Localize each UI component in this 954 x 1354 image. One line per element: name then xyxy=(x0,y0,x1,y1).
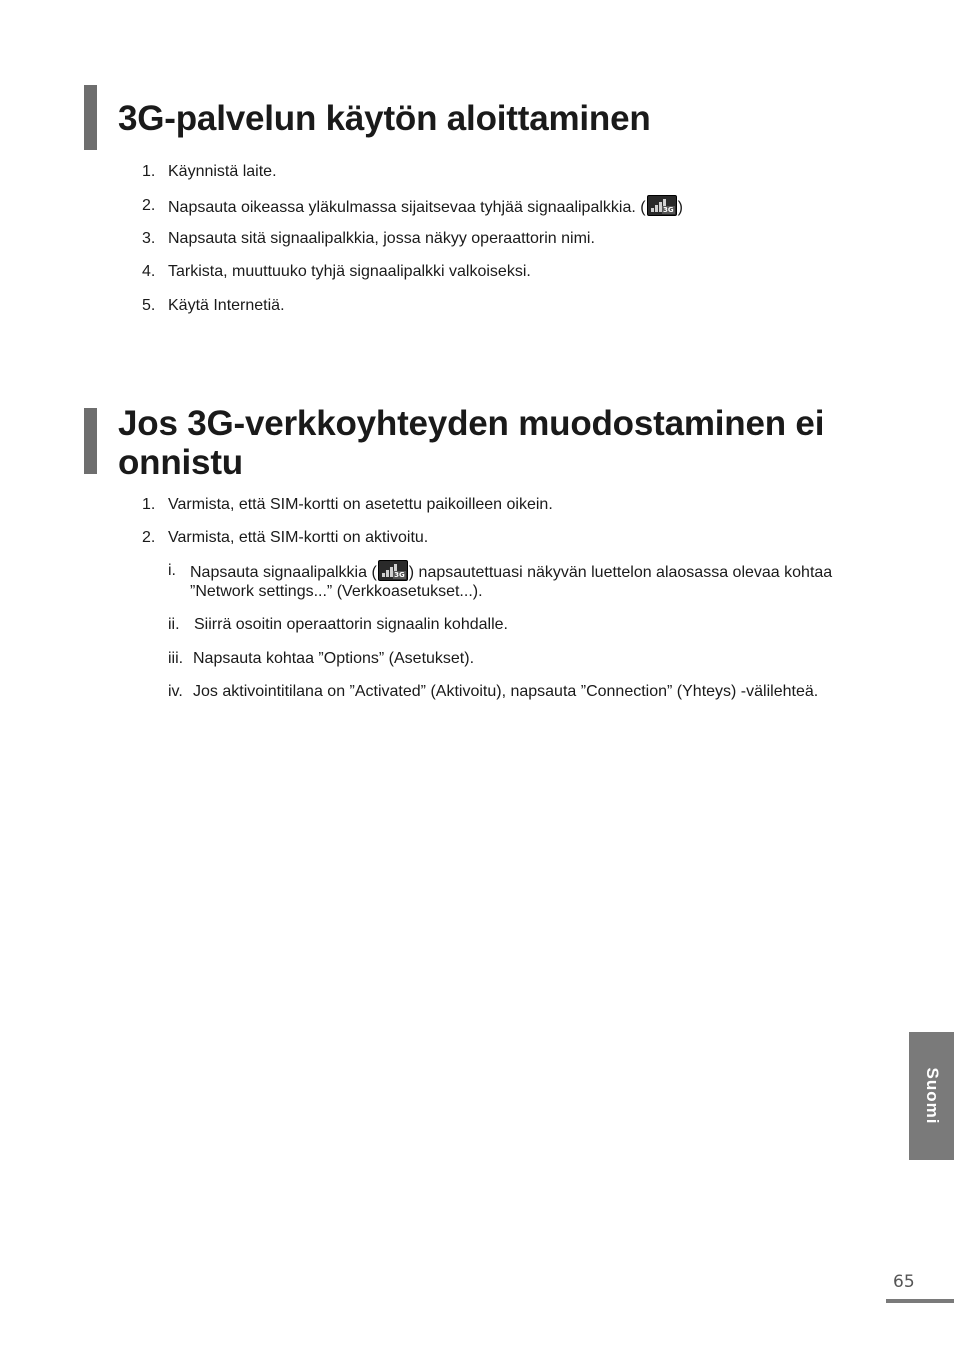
section2-title xyxy=(118,404,824,482)
substep-text: Jos aktivointitilana on ”Activated” (Aktivoitu), napsauta ”Connection” (Yhteys) -välilehteä. xyxy=(193,683,819,700)
step-text xyxy=(168,195,683,218)
page-number: 65 xyxy=(893,1272,915,1292)
step-text: Käytä Internetiä. xyxy=(168,297,285,314)
step-number: 2. xyxy=(142,529,156,546)
step-number: 3. xyxy=(142,230,156,247)
substep-text-before: Napsauta signaalipalkkia ( xyxy=(190,564,377,581)
substep-text-after: ) napsautettuasi näkyvän luettelon alaosassa olevaa kohtaa xyxy=(408,564,833,581)
signal-3g-icon: 3G xyxy=(378,560,408,581)
substep-text: Siirrä osoitin operaattorin signaalin kohdalle. xyxy=(194,616,508,633)
substep-text-line2: ”Network settings...” (Verkkoasetukset...). xyxy=(190,583,483,600)
step-text: Varmista, että SIM-kortti on aktivoitu. xyxy=(168,529,429,546)
step-text-after: ) xyxy=(677,199,683,216)
step-text-before: Napsauta oikeassa yläkulmassa sijaitsevaa tyhjää signaalipalkkia. ( xyxy=(168,199,646,216)
step-text: Varmista, että SIM-kortti on asetettu paikoilleen oikein. xyxy=(168,496,553,513)
step-number: 4. xyxy=(142,263,156,280)
substep-number: ii. xyxy=(168,616,180,633)
substep-number: iii. xyxy=(168,650,184,667)
signal-3g-icon: 3G xyxy=(647,195,677,216)
section2-title-line2: onnistu xyxy=(118,443,243,482)
page-number-rule xyxy=(886,1299,954,1303)
step-number: 5. xyxy=(142,297,156,314)
substep-text xyxy=(190,560,832,583)
section2-heading-bar xyxy=(84,408,97,474)
language-tab-label: Suomi xyxy=(922,1067,942,1125)
step-text: Napsauta sitä signaalipalkkia, jossa näkyy operaattorin nimi. xyxy=(168,230,595,247)
step-number: 1. xyxy=(142,496,156,513)
language-tab xyxy=(909,1032,954,1160)
step-number: 1. xyxy=(142,163,156,180)
substep-text: Napsauta kohtaa ”Options” (Asetukset). xyxy=(193,650,475,667)
substep-number: i. xyxy=(168,562,176,579)
section1-heading-bar xyxy=(84,85,97,150)
section2-title-line1: Jos 3G-verkkoyhteyden muodostaminen ei xyxy=(118,404,825,443)
section1-title: 3G-palvelun käytön aloittaminen xyxy=(118,99,651,138)
substep-number: iv. xyxy=(168,683,183,700)
step-number: 2. xyxy=(142,197,156,214)
step-text: Käynnistä laite. xyxy=(168,163,277,180)
step-text: Tarkista, muuttuuko tyhjä signaalipalkki valkoiseksi. xyxy=(168,263,531,280)
